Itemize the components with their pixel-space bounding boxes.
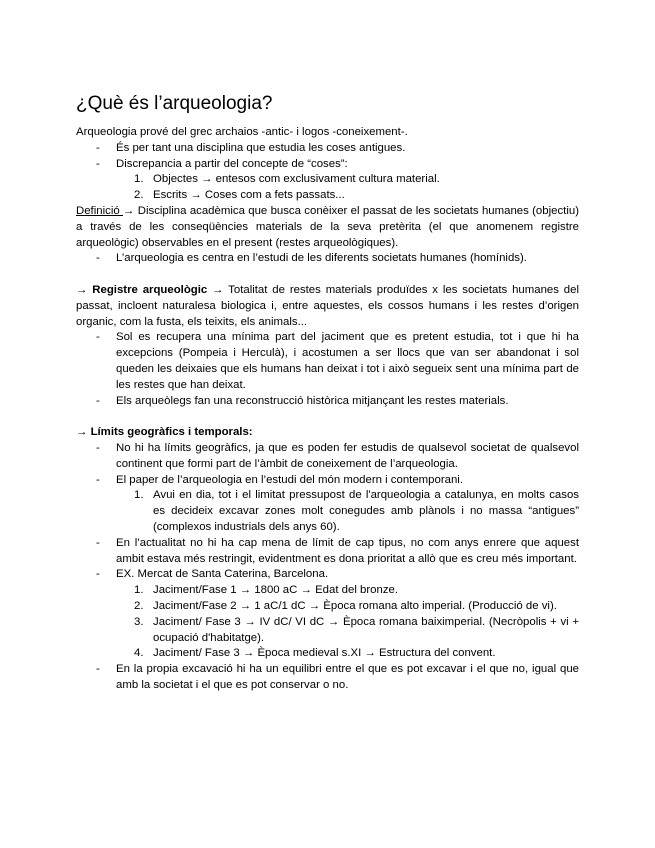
list-item: - EX. Mercat de Santa Caterina, Barcelona.: [96, 568, 329, 581]
list-item: - En l’actualitat no hi ha cap mena de límit de cap tipus, no com anys enrere que aquest ambit estava més restringit, evidentment es dona prioritat a allò que es creu més important.: [96, 536, 579, 565]
list-item: - Discrepancia a partir del concepte de “coses”:: [96, 157, 348, 170]
list-item: - No hi ha límits geogràfics, ja que es poden fer estudis de qualsevol societat de qualsevol continent que formi part de l’àmbit de coneixement de l’arqueologia.: [96, 441, 579, 470]
list-item: - Els arqueòlegs fan una reconstrucció històrica mitjançant les restes materials.: [96, 394, 509, 407]
numbered-item: 1. Avui en dia, tot i el limitat pressupost de l'arqueologia a catalunya, en molts casos es decideix excavar zones molt conegudes amb plànols i no massa “antigues” (complexos industrials dels anys 60).: [134, 489, 579, 533]
intro-paragraph: Arqueologia prové del grec archaios -antic- i logos -coneixement-.: [76, 126, 408, 138]
limits-heading: Límits geogràfics i temporals:: [90, 426, 253, 439]
numbered-item: 3. Jaciment/ Fase 3 → IV dC/ VI dC → Època romana baiximperial. (Necròpolis + vi + ocupació d'habitatge).: [134, 615, 579, 644]
document-page: [76, 92, 579, 694]
numbered-item: 1. Jaciment/Fase 1 → 1800 aC → Edat del bronze.: [134, 584, 399, 597]
numbered-item: 1. Objectes → entesos com exclusivament cultura material.: [134, 173, 440, 186]
list-item: - És per tant una disciplina que estudia les coses antigues.: [96, 141, 406, 154]
numbered-item: 2. Escrits → Coses com a fets passats...: [134, 189, 345, 202]
list-item: - El paper de l’arqueologia en l’estudi del món modern i contemporani.: [96, 473, 463, 486]
list-item: - L’arqueologia es centra en l’estudi de les diferents societats humanes (homínids).: [96, 252, 527, 265]
registre-paragraph: → Registre arqueològic → Totalitat de restes materials produïdes x les societats humanes del passat, incloent naturalesa biologica i, entre aquestes, els cossos humans i les restes d’origen organic, com la fusta, els teixits, els animals...: [76, 283, 579, 328]
definition-label: Definició: [76, 204, 124, 217]
list-item: - Sol es recupera una mínima part del jaciment que es pretent estudia, tot i que hi ha excepcions (Pompeia i Herculà), i acostumen a ser llocs que van ser abandonat i sol queden les deixaies que els humans han deixat i tot i això segueix sent una mínima part de les restes que han deixat.: [96, 331, 579, 391]
registre-heading: Registre arqueològic: [92, 283, 208, 296]
list-item: - En la propia excavació hi ha un equilibri entre el que es pot excavar i el que no, igual que amb la societat i el que es pot conservar o no.: [96, 663, 579, 691]
page-title: ¿Què és l’arqueologia?: [76, 93, 273, 114]
numbered-item: 2. Jaciment/Fase 2 → 1 aC/1 dC → Època romana alto imperial. (Producció de vi).: [134, 599, 557, 612]
definition-paragraph: Definició → Disciplina acadèmica que busca conèixer el passat de les societats humanes (objectiu) a través de les conseqüències materials de la seva pretèrita (el que anomenem registre arqueològic) observables en el present (restes arqueològiques).: [76, 204, 579, 249]
limits-heading-paragraph: → Límits geogràfics i temporals:: [76, 426, 253, 439]
numbered-item: 4. Jaciment/ Fase 3 → Època medieval s.XI → Estructura del convent.: [134, 647, 496, 660]
